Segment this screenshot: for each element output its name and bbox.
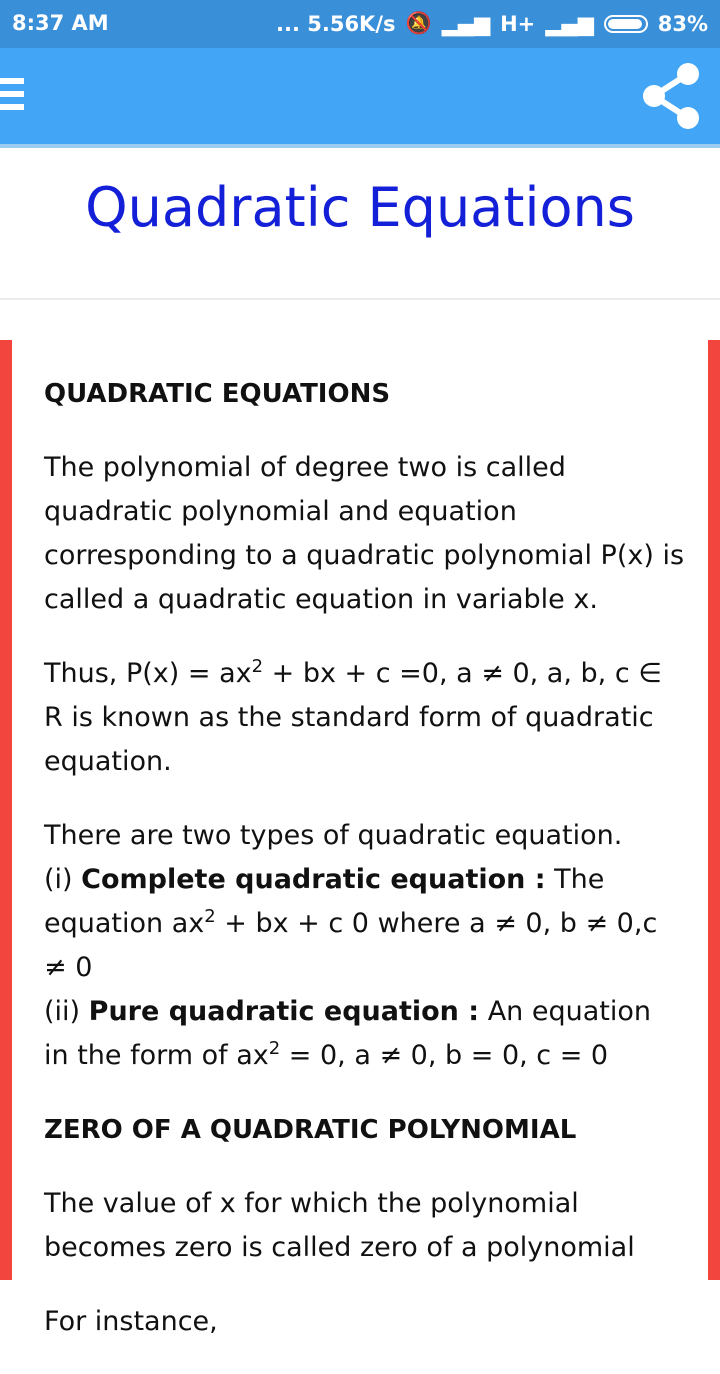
paragraph-zero-definition: The value of x for which the polynomial becomes zero is called zero of a polynomial: [44, 1188, 635, 1263]
text: An equation in the form of ax: [44, 996, 651, 1071]
paragraph-types: [44, 814, 684, 1078]
paragraph-for-instance: For instance,: [44, 1306, 218, 1337]
paragraph-standard-form: [44, 652, 684, 784]
paragraph-definition: The polynomial of degree two is called quadratic polynomial and equation corresponding to a quadratic polynomial P(x) is called a quadratic equation in variable x.: [44, 452, 685, 615]
text: = 0, a ≠ 0, b = 0, c = 0: [280, 1040, 609, 1071]
superscript: 2: [251, 656, 264, 677]
content-left-border: [0, 340, 12, 1280]
status-time: 8:37 AM: [12, 11, 109, 35]
battery-percent: 83%: [657, 11, 708, 36]
app-bar-shadow: [0, 144, 720, 148]
hamburger-menu-icon[interactable]: [0, 78, 24, 114]
text: + bx + c 0 where a ≠ 0, b ≠ 0,c ≠ 0: [44, 908, 658, 983]
text: + bx + c =0, a ≠ 0, a, b, c ∈ R is known as the standard form of quadratic equation.: [44, 658, 662, 777]
text: (i): [44, 864, 82, 895]
text: Thus, P(x) = ax: [44, 658, 252, 689]
mute-icon: 🔕: [405, 11, 432, 35]
content-right-border: [708, 340, 720, 1280]
superscript: 2: [268, 1038, 281, 1059]
network-type: H+: [500, 11, 536, 36]
title-divider: [0, 298, 720, 300]
text: There are two types of quadratic equation.: [44, 820, 623, 851]
bold-term: Pure quadratic equation :: [88, 996, 480, 1027]
share-icon[interactable]: [638, 62, 706, 130]
battery-icon: [604, 15, 648, 33]
text: The equation ax: [44, 864, 605, 939]
heading-quadratic-equations: QUADRATIC EQUATIONS: [44, 379, 391, 409]
bold-term: Complete quadratic equation :: [81, 864, 546, 895]
heading-zero-of-polynomial: ZERO OF A QUADRATIC POLYNOMIAL: [44, 1115, 577, 1145]
signal-icon-2: ▂▄▆: [545, 11, 594, 36]
text: (ii): [44, 996, 89, 1027]
network-speed: ... 5.56K/s: [276, 11, 396, 36]
page-title: Quadratic Equations: [85, 176, 635, 239]
app-bar: [0, 48, 720, 144]
status-bar: [0, 0, 720, 48]
signal-icon: ▂▄▆: [441, 11, 491, 36]
content-card: [44, 372, 684, 1374]
status-indicators: [276, 11, 708, 36]
superscript: 2: [204, 906, 216, 927]
